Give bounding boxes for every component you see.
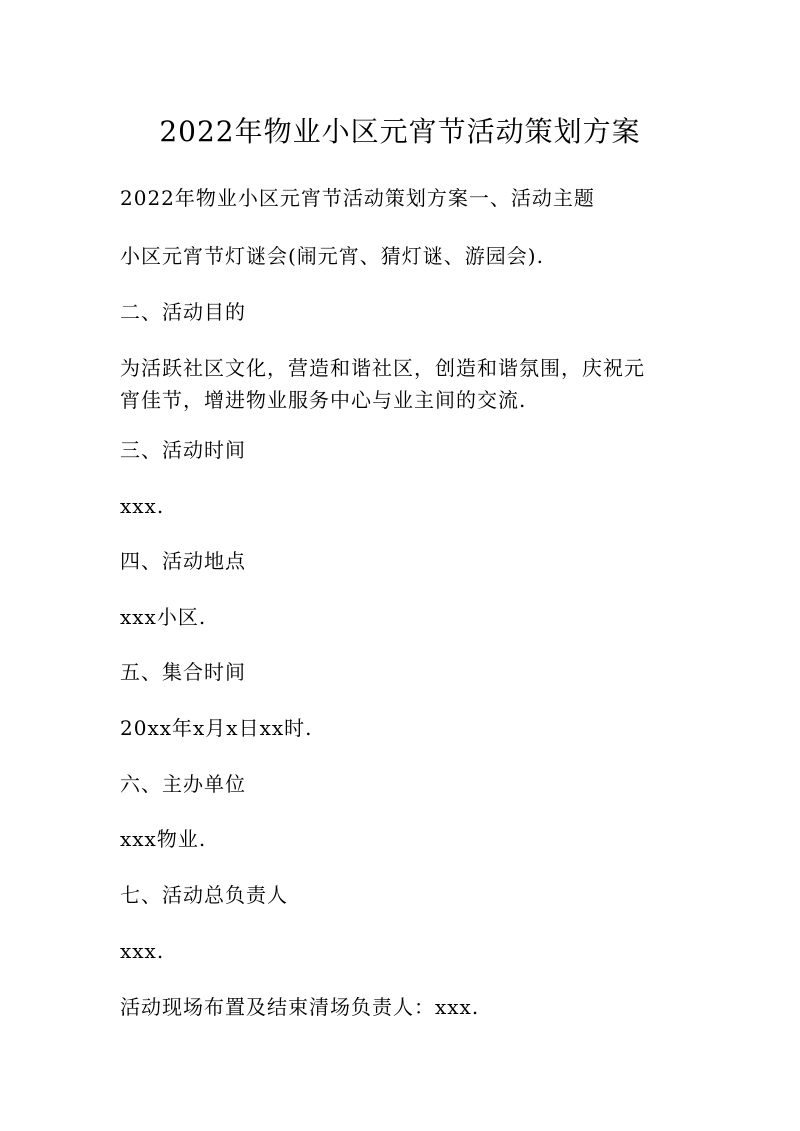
heading-lead: 七、活动总负责人 xyxy=(120,883,288,907)
paragraph-location: xxx小区. xyxy=(120,605,207,629)
paragraph-organizer: xxx物业. xyxy=(120,827,207,851)
paragraph-theme: 小区元宵节灯谜会(闹元宵、猜灯谜、游园会). xyxy=(120,244,544,268)
paragraph-lead: xxx. xyxy=(120,939,165,963)
paragraph-purpose-line-2: 宵佳节，增进物业服务中心与业主间的交流. xyxy=(120,388,527,412)
heading-organizer: 六、主办单位 xyxy=(120,772,246,796)
heading-time: 三、活动时间 xyxy=(120,438,246,462)
heading-location: 四、活动地点 xyxy=(120,549,246,573)
document-title: 2022年物业小区元宵节活动策划方案 xyxy=(159,115,641,148)
paragraph-purpose xyxy=(120,352,680,416)
heading-purpose: 二、活动目的 xyxy=(120,300,246,324)
paragraph-time: xxx. xyxy=(120,494,165,518)
heading-assembly-time: 五、集合时间 xyxy=(120,660,246,684)
paragraph-assembly-time: 20xx年x月x日xx时. xyxy=(120,716,313,740)
paragraph-intro-heading: 2022年物业小区元宵节活动策划方案一、活动主题 xyxy=(120,186,595,210)
paragraph-purpose-line-1: 为活跃社区文化，营造和谐社区，创造和谐氛围，庆祝元 xyxy=(120,356,645,380)
paragraph-site-lead: 活动现场布置及结束清场负责人：xxx. xyxy=(120,995,480,1019)
